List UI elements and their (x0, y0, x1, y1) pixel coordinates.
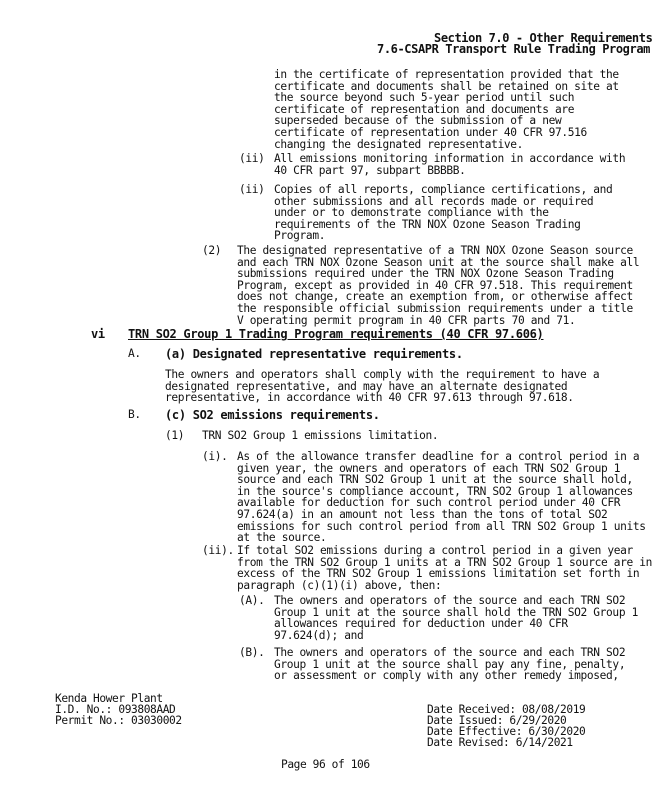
text-line: the source beyond such 5-year period until such (274, 91, 575, 105)
text-line: and each TRN NOX Ozone Season unit at the source shall make all (237, 255, 640, 269)
item-label: (i). (202, 450, 228, 463)
item-label: (A). (239, 594, 265, 607)
text-line: If total SO2 emissions during a control period in a given year (237, 544, 633, 557)
text-line: V operating permit program in 40 CFR parts 70 and 71. (237, 313, 576, 327)
text-line: given year, the owners and operators of each TRN SO2 Group 1 (237, 461, 621, 475)
submissions-paragraph (237, 245, 639, 326)
text-line: Copies of all reports, compliance certifications, and (274, 183, 613, 196)
text-line: does not change, create an exemption from, or otherwise affect (237, 290, 633, 304)
footer-plant-name: Kenda Hower Plant (55, 692, 163, 705)
text-line: requirements of the TRN NOX Ozone Season Trading (274, 217, 581, 231)
text-line: The designated representative of a TRN NOX Ozone Season source (237, 244, 633, 257)
text-line: Program, except as provided in 40 CFR 97.518. This requirement (237, 278, 633, 292)
footer-id-number: I.D. No.: 093808AAD (55, 703, 176, 716)
text-line: the responsible official submission requirements under a title (237, 301, 633, 315)
subsection-title: (a) Designated representative requirements. (165, 347, 463, 361)
item-text: TRN SO2 Group 1 emissions limitation. (202, 429, 439, 442)
item-label: (ii). (202, 544, 234, 557)
header-program-title: 7.6-CSAPR Transport Rule Trading Program (377, 42, 650, 56)
designated-rep-paragraph (165, 369, 599, 404)
footer-date-received: Date Received: 08/08/2019 (427, 703, 586, 716)
text-line: certificate of representation and documents are (274, 102, 575, 116)
text-line: All emissions monitoring information in accordance with (274, 152, 626, 165)
reports-paragraph (274, 184, 612, 242)
excess-emissions-paragraph (237, 545, 652, 591)
text-line: The owners and operators of the source and each TRN SO2 (274, 594, 626, 607)
item-label: (1) (165, 429, 185, 442)
emissions-monitoring-paragraph (274, 153, 625, 176)
text-line: certificate and documents shall be retained on site at (274, 79, 619, 93)
text-line: at the source. (237, 531, 327, 545)
text-line: submissions required under the TRN NOX Ozone Season Trading (237, 267, 614, 281)
header-section-title: Section 7.0 - Other Requirements (434, 31, 652, 45)
text-line: superseded because of the submission of a new (274, 114, 562, 128)
text-line: from the TRN SO2 Group 1 units at a TRN SO2 Group 1 source are in (237, 555, 652, 569)
section-number: vi (91, 327, 105, 341)
text-line: or assessment or comply with any other remedy imposed, (274, 669, 619, 683)
text-line: allowances required for deduction under 40 CFR (274, 617, 568, 631)
text-line: designated representative, and may have an alternate designated (165, 379, 568, 393)
text-line: Program. (274, 229, 326, 243)
item-label: (2) (202, 244, 222, 257)
text-line: representative, in accordance with 40 CFR 97.613 through 97.618. (165, 391, 574, 405)
subsection-letter: A. (128, 347, 141, 360)
page-number: Page 96 of 106 (281, 758, 370, 771)
hold-allowances-paragraph (274, 595, 638, 641)
text-line: available for deduction for such control period under 40 CFR (237, 496, 621, 510)
text-line: certificate of representation under 40 CFR 97.516 (274, 125, 587, 139)
section-title: TRN SO2 Group 1 Trading Program requirements (40 CFR 97.606) (128, 327, 544, 341)
text-line: Group 1 unit at the source shall hold the TRN SO2 Group 1 (274, 605, 638, 619)
subsection-letter: B. (128, 408, 141, 421)
item-label: (B). (239, 646, 265, 659)
text-line: Group 1 unit at the source shall pay any fine, penalty, (274, 657, 626, 671)
footer-permit-number: Permit No.: 03030002 (55, 714, 182, 727)
text-line: paragraph (c)(1)(i) above, then: (237, 578, 442, 592)
text-line: The owners and operators of the source and each TRN SO2 (274, 646, 626, 659)
text-line: in the source's compliance account, TRN SO2 Group 1 allowances (237, 484, 633, 498)
item-label: (ii) (239, 183, 265, 196)
emissions-limitation-paragraph (237, 451, 646, 544)
text-line: 40 CFR part 97, subpart BBBBB. (274, 163, 466, 177)
text-line: emissions for such control period from all TRN SO2 Group 1 units (237, 519, 646, 533)
text-line: in the certificate of representation provided that the (274, 68, 619, 81)
text-line: other submissions and all records made or required (274, 194, 594, 208)
text-line: changing the designated representative. (274, 137, 524, 151)
text-line: under or to demonstrate compliance with the (274, 206, 549, 220)
subsection-title: (c) SO2 emissions requirements. (165, 408, 380, 422)
footer-date-effective: Date Effective: 6/30/2020 (427, 725, 586, 738)
penalty-paragraph (274, 647, 625, 682)
item-label: (ii) (239, 152, 265, 165)
text-line: As of the allowance transfer deadline for a control period in a (237, 450, 640, 463)
footer-date-issued: Date Issued: 6/29/2020 (427, 714, 567, 727)
footer-date-revised: Date Revised: 6/14/2021 (427, 736, 573, 749)
text-line: 97.624(a) in an amount not less than the tons of total SO2 (237, 507, 608, 521)
text-line: 97.624(d); and (274, 628, 364, 642)
certificate-paragraph (274, 69, 619, 150)
text-line: The owners and operators shall comply with the requirement to have a (165, 368, 600, 381)
text-line: excess of the TRN SO2 Group 1 emissions limitation set forth in (237, 567, 640, 581)
text-line: source and each TRN SO2 Group 1 unit at the source shall hold, (237, 473, 633, 487)
